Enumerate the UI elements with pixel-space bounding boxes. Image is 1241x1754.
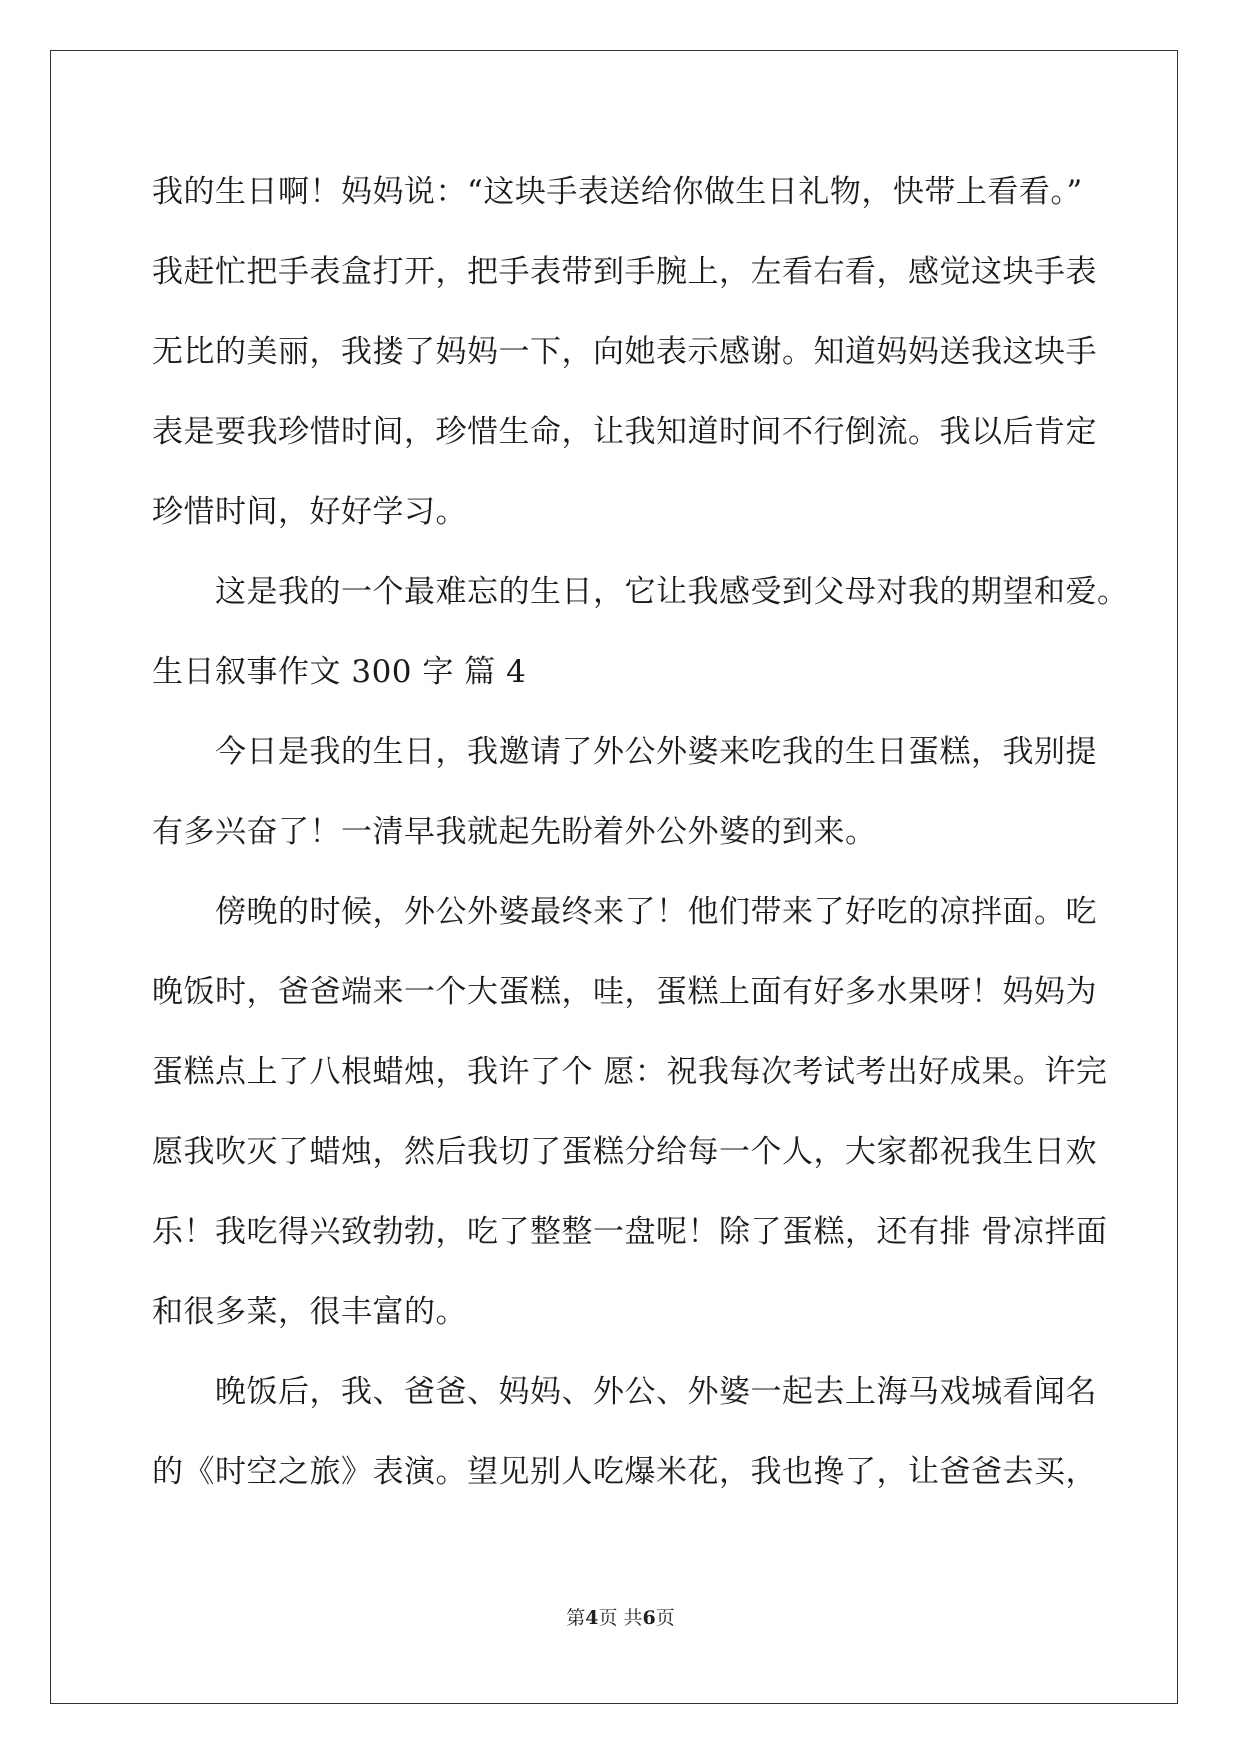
text-line: 晚饭后，我、爸爸、妈妈、外公、外婆一起去上海马戏城看闻名 — [152, 1374, 1097, 1410]
text-line: 我赶忙把手表盒打开，把手表带到手腕上，左看右看，感觉这块手表 — [152, 254, 1097, 290]
footer-middle: 页 共 — [598, 1607, 643, 1629]
footer-suffix: 页 — [655, 1607, 675, 1629]
text-line: 愿我吹灭了蜡烛，然后我切了蛋糕分给每一个人，大家都祝我生日欢 — [152, 1134, 1097, 1170]
text-line: 蛋糕点上了八根蜡烛，我许了个 愿：祝我每次考试考出好成果。许完 — [152, 1054, 1108, 1090]
current-page-number: 4 — [585, 1607, 599, 1629]
text-line: 表是要我珍惜时间，珍惜生命，让我知道时间不行倒流。我以后肯定 — [152, 414, 1097, 450]
page-footer — [0, 1606, 1241, 1630]
footer-prefix: 第 — [566, 1607, 586, 1629]
text-line: 晚饭时，爸爸端来一个大蛋糕，哇，蛋糕上面有好多水果呀！妈妈为 — [152, 974, 1097, 1010]
text-line: 和很多菜，很丰富的。 — [152, 1294, 467, 1330]
text-line: 珍惜时间，好好学习。 — [152, 494, 467, 530]
text-line: 今日是我的生日，我邀请了外公外婆来吃我的生日蛋糕，我别提 — [152, 734, 1097, 770]
total-pages-number: 6 — [642, 1607, 656, 1629]
text-line: 傍晚的时候，外公外婆最终来了！他们带来了好吃的凉拌面。吃 — [152, 894, 1097, 930]
text-line: 有多兴奋了！一清早我就起先盼着外公外婆的到来。 — [152, 814, 877, 850]
text-line: 无比的美丽，我搂了妈妈一下，向她表示感谢。知道妈妈送我这块手 — [152, 334, 1097, 370]
text-line: 乐！我吃得兴致勃勃，吃了整整一盘呢！除了蛋糕，还有排 骨凉拌面 — [152, 1214, 1108, 1250]
text-line: 这是我的一个最难忘的生日，它让我感受到父母对我的期望和爱。 — [152, 574, 1129, 610]
text-line: 的《时空之旅》表演。望见别人吃爆米花，我也搀了，让爸爸去买， — [152, 1454, 1097, 1490]
section-heading: 生日叙事作文 300 字 篇 4 — [152, 654, 527, 690]
text-line: 我的生日啊！妈妈说：“这块手表送给你做生日礼物，快带上看看。” — [152, 174, 1083, 210]
